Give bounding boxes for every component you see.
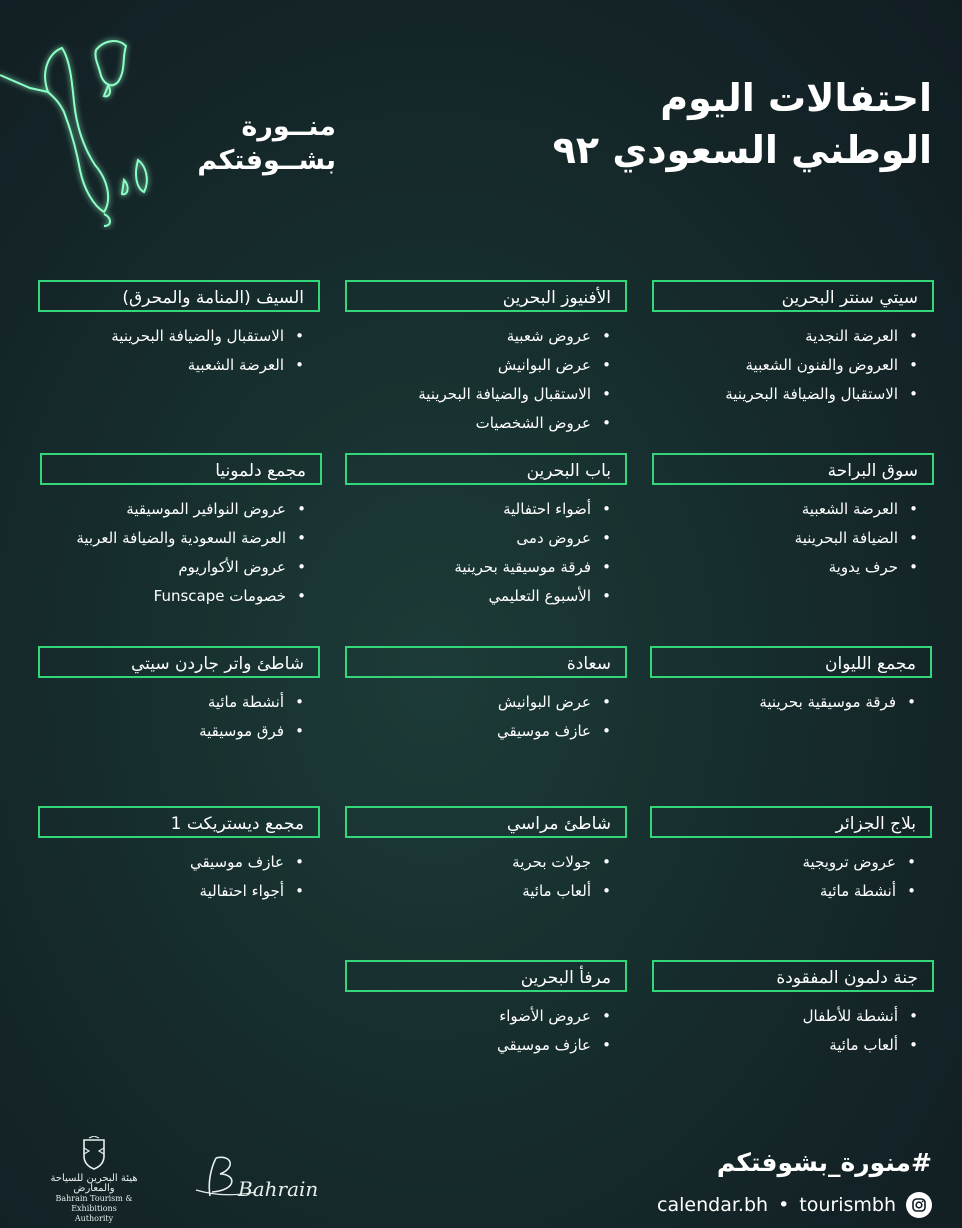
venue-avenues bbox=[345, 280, 627, 438]
venue-title: سيتي سنتر البحرين bbox=[652, 280, 934, 312]
venue-title: سوق البراحة bbox=[652, 453, 934, 485]
venue-marassi-beach bbox=[345, 806, 627, 906]
venue-alseef bbox=[38, 280, 320, 380]
venue-activity: • عرض البوانيش bbox=[345, 688, 611, 717]
venue-title: باب البحرين bbox=[345, 453, 627, 485]
venue-activity: • أنشطة مائية bbox=[650, 877, 916, 906]
authority-arabic: هيئة البحرين للسياحة والمعارض bbox=[50, 1173, 138, 1194]
venue-title: الأفنيوز البحرين bbox=[345, 280, 627, 312]
venue-souq-albaraha bbox=[652, 453, 934, 582]
venue-title: مرفأ البحرين bbox=[345, 960, 627, 992]
tourism-authority-logo bbox=[34, 1136, 154, 1224]
venue-activity: • عروض ترويجية bbox=[650, 848, 916, 877]
venue-activity: • عازف موسيقي bbox=[345, 717, 611, 746]
venue-activity: • فرق موسيقية bbox=[38, 717, 304, 746]
venue-lost-paradise bbox=[652, 960, 934, 1060]
venue-activity: • الاستقبال والضيافة البحرينية bbox=[38, 322, 304, 351]
bahrain-script-logo bbox=[186, 1150, 336, 1210]
venue-title: شاطئ مراسي bbox=[345, 806, 627, 838]
venue-activity: • أنشطة مائية bbox=[38, 688, 304, 717]
venue-activity: • ألعاب مائية bbox=[652, 1031, 918, 1060]
venue-liwan bbox=[650, 646, 932, 717]
venue-title: السيف (المنامة والمحرق) bbox=[38, 280, 320, 312]
venue-activity: • عروض دمى bbox=[345, 524, 611, 553]
venue-activity: • خصومات Funscape bbox=[40, 582, 306, 611]
brand-line-2: بشــوفتكم bbox=[197, 145, 336, 176]
venue-activity: • الاستقبال والضيافة البحرينية bbox=[652, 380, 918, 409]
venue-activity: • الضيافة البحرينية bbox=[652, 524, 918, 553]
venue-activity: • فرقة موسيقية بحرينية bbox=[650, 688, 916, 717]
separator-dot: • bbox=[778, 1194, 790, 1216]
instagram-handle[interactable]: tourismbh bbox=[799, 1194, 896, 1216]
venue-activity: • عروض النوافير الموسيقية bbox=[40, 495, 306, 524]
venue-activity: • العرضة السعودية والضيافة العربية bbox=[40, 524, 306, 553]
venue-district-one bbox=[38, 806, 320, 906]
social-links bbox=[657, 1192, 932, 1218]
authority-english-1: Bahrain Tourism & Exhibitions bbox=[55, 1194, 133, 1213]
venue-saada bbox=[345, 646, 627, 746]
venue-title: سعادة bbox=[345, 646, 627, 678]
venue-title: بلاج الجزائر bbox=[650, 806, 932, 838]
campaign-hashtag: #منورة_بشوفتكم bbox=[716, 1148, 932, 1177]
venue-title: مجمع دلمونيا bbox=[40, 453, 322, 485]
venue-activity: • العرضة الشعبية bbox=[652, 495, 918, 524]
venue-activity: • عروض الأضواء bbox=[345, 1002, 611, 1031]
venue-activity: • فرقة موسيقية بحرينية bbox=[345, 553, 611, 582]
venue-activity: • الاستقبال والضيافة البحرينية bbox=[345, 380, 611, 409]
venue-activity: • عرض البوانيش bbox=[345, 351, 611, 380]
bahrain-map-icon bbox=[0, 30, 170, 230]
title-line-2: الوطني السعودي ٩٢ bbox=[552, 128, 932, 172]
venue-harbour bbox=[345, 960, 627, 1060]
venue-activity: • عروض الشخصيات bbox=[345, 409, 611, 438]
venue-bab-albahrain bbox=[345, 453, 627, 611]
venue-dilmunia bbox=[40, 453, 322, 611]
venue-activity: • العرضة النجدية bbox=[652, 322, 918, 351]
venue-activity: • العرضة الشعبية bbox=[38, 351, 304, 380]
page-title bbox=[553, 72, 932, 176]
venue-activity: • أجواء احتفالية bbox=[38, 877, 304, 906]
venue-activity: • الأسبوع التعليمي bbox=[345, 582, 611, 611]
venue-activity: • عازف موسيقي bbox=[345, 1031, 611, 1060]
venue-activity: • ألعاب مائية bbox=[345, 877, 611, 906]
venue-city-centre bbox=[652, 280, 934, 409]
venue-activity: • عازف موسيقي bbox=[38, 848, 304, 877]
venue-activity: • العروض والفنون الشعبية bbox=[652, 351, 918, 380]
logo-text: Bahrain bbox=[238, 1177, 319, 1201]
authority-english-2: Authority bbox=[74, 1214, 114, 1223]
venue-activity: • جولات بحرية bbox=[345, 848, 611, 877]
venue-aljazair-beach bbox=[650, 806, 932, 906]
venue-activity: • حرف يدوية bbox=[652, 553, 918, 582]
venue-title: شاطئ واتر جاردن سيتي bbox=[38, 646, 320, 678]
website-link[interactable]: calendar.bh bbox=[657, 1194, 769, 1216]
campaign-brand bbox=[176, 110, 336, 178]
venue-title: جنة دلمون المفقودة bbox=[652, 960, 934, 992]
brand-line-1: منــورة bbox=[241, 111, 336, 142]
title-line-1: احتفالات اليوم bbox=[660, 76, 932, 120]
instagram-icon[interactable] bbox=[906, 1192, 932, 1218]
venue-activity: • عروض شعبية bbox=[345, 322, 611, 351]
venue-activity: • أضواء احتفالية bbox=[345, 495, 611, 524]
emblem-icon bbox=[81, 1136, 107, 1170]
venue-water-garden bbox=[38, 646, 320, 746]
venue-activity: • أنشطة للأطفال bbox=[652, 1002, 918, 1031]
venue-activity: • عروض الأكواريوم bbox=[40, 553, 306, 582]
venue-title: مجمع الليوان bbox=[650, 646, 932, 678]
venue-title: مجمع ديستريكت 1 bbox=[38, 806, 320, 838]
